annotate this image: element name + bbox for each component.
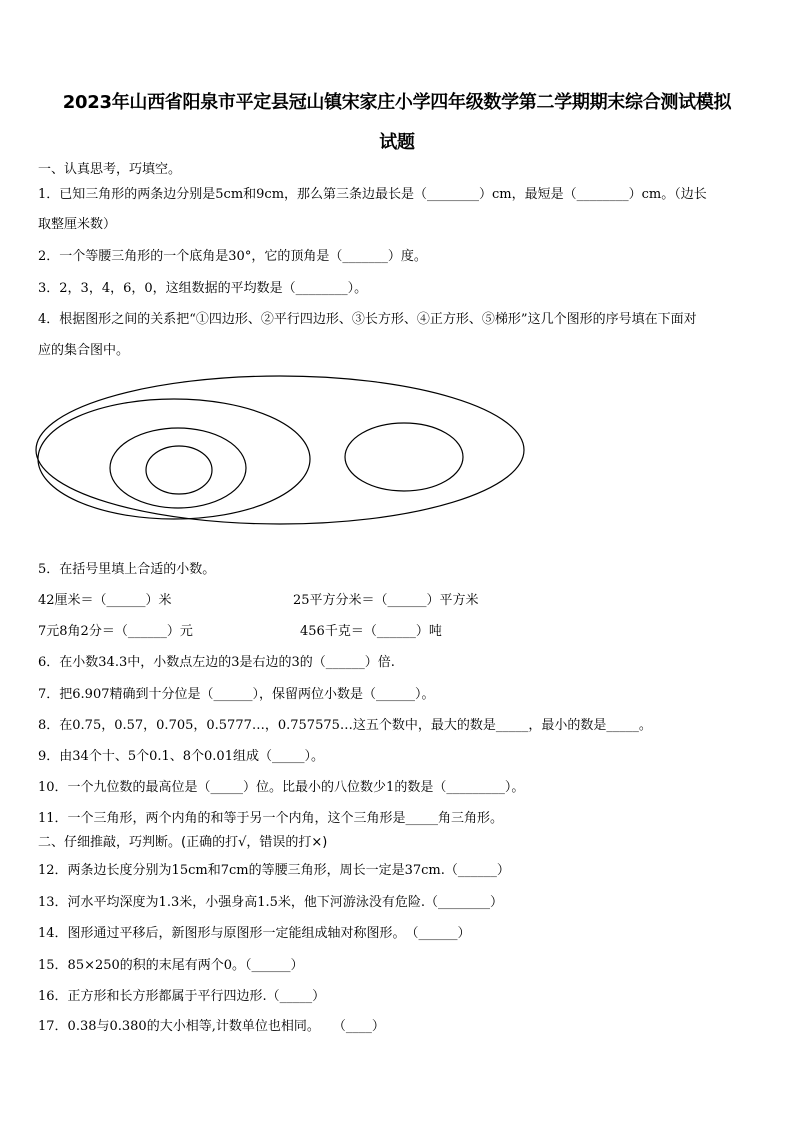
set-diagram: [34, 370, 528, 526]
page-title-continued: 试题: [379, 132, 415, 153]
set-ellipse-large: [38, 399, 310, 519]
question-5: 5．在括号里填上合适的小数。: [38, 562, 216, 577]
page-title: 2023年山西省阳泉市平定县冠山镇宋家庄小学四年级数学第二学期期末综合测试模拟: [62, 92, 732, 113]
question-1: 1．已知三角形的两条边分别是5cm和9cm，那么第三条边最长是（________）cm，最短是（________）cm。（边长: [38, 187, 707, 202]
question-14: 14．图形通过平移后，新图形与原图形一定能组成轴对称图形。 （______）: [38, 926, 471, 941]
question-4: 4．根据图形之间的关系把“①四边形、②平行四边形、③长方形、④正方形、⑤梯形”这几个图形的序号填在下面对: [38, 312, 697, 327]
section-heading-fill-blanks: 一、认真思考，巧填空。: [38, 162, 182, 177]
question-2: 2．一个等腰三角形的一个底角是30°，它的顶角是（_______）度。: [38, 249, 427, 264]
question-8: 8．在0.75，0.57，0.705，0.5777…，0.757575…这五个数中，最大的数是_____，最小的数是_____。: [38, 718, 652, 733]
question-12: 12．两条边长度分别为15cm和7cm的等腰三角形，周长一定是37cm.（______）: [38, 863, 510, 878]
section-heading-true-false: 二、仔细推敲，巧判断。(正确的打√，错误的打×): [38, 835, 328, 850]
set-ellipse-right: [345, 423, 463, 491]
question-5-item: 456千克＝（______）吨: [300, 624, 442, 639]
question-16: 16．正方形和长方形都属于平行四边形.（_____）: [38, 989, 326, 1004]
question-15: 15．85×250的积的末尾有两个0。（______）: [38, 958, 304, 973]
set-ellipse-medium: [110, 428, 246, 508]
question-1-continued: 取整厘米数）: [38, 217, 117, 232]
question-3: 3．2，3，4，6，0，这组数据的平均数是（________）。: [38, 281, 368, 296]
question-9: 9．由34个十、5个0.1、8个0.01组成（_____）。: [38, 749, 324, 764]
question-7: 7．把6.907精确到十分位是（______），保留两位小数是（______）。: [38, 687, 435, 702]
question-5-item: 42厘米＝（______）米: [38, 593, 172, 608]
question-6: 6．在小数34.3中，小数点左边的3是右边的3的（______）倍.: [38, 655, 395, 670]
question-17: 17．0.38与0.380的大小相等,计数单位也相同。 （____）: [38, 1019, 385, 1034]
question-4-continued: 应的集合图中。: [38, 343, 130, 358]
question-11: 11．一个三角形，两个内角的和等于另一个内角，这个三角形是_____角三角形。: [38, 811, 504, 826]
question-10: 10．一个九位数的最高位是（_____）位。比最小的八位数少1的数是（_________）。: [38, 780, 525, 795]
question-13: 13．河水平均深度为1.3米，小强身高1.5米，他下河游泳没有危险.（________）: [38, 895, 504, 910]
question-5-item: 7元8角2分＝（______）元: [38, 624, 193, 639]
set-ellipse-small: [146, 446, 212, 494]
question-5-item: 25平方分米＝（______）平方米: [293, 593, 479, 608]
set-ellipse-outer: [36, 376, 524, 524]
